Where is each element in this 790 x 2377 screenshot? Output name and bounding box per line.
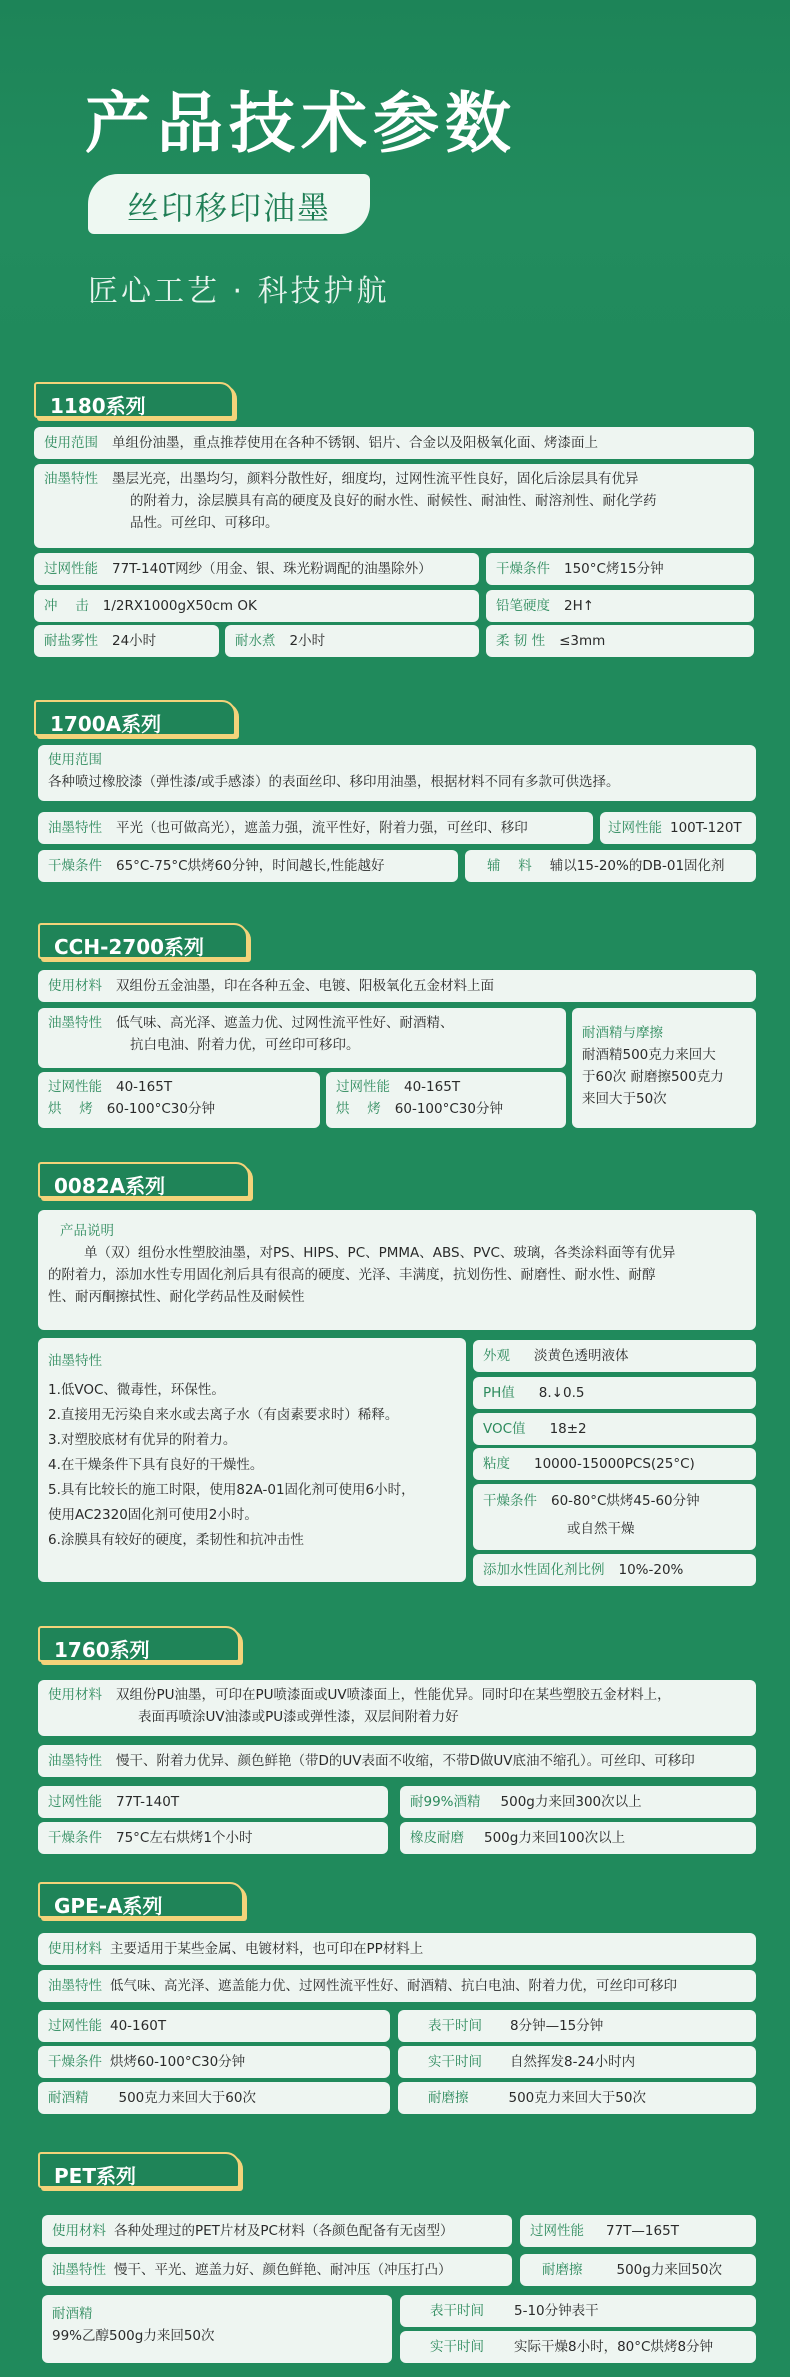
spet-feature (42, 2254, 512, 2286)
label: 耐99%酒精 (410, 1794, 481, 1810)
value: 75°C左右烘烤1个小时 (116, 1830, 253, 1846)
label: 过网性能 (530, 2223, 584, 2239)
value: 2小时 (289, 633, 326, 649)
s0082-desc (38, 1210, 756, 1330)
value: 10%-20% (618, 1562, 684, 1578)
label: VOC值 (483, 1421, 526, 1437)
s2700-mesh-bake-1 (38, 1072, 320, 1128)
s1760-feature (38, 1745, 756, 1777)
list-item: 5.具有比较长的施工时限，使用82A-01固化剂可使用6小时， (48, 1482, 415, 1498)
list-item: 4.在干燥条件下具有良好的干燥性。 (48, 1457, 264, 1473)
series-0082a-tag: 0082A系列 (38, 1162, 250, 1198)
label: 过网性能 (608, 820, 662, 836)
label: 干燥条件 (48, 1830, 102, 1846)
header (0, 0, 790, 360)
label: 油墨特性 (48, 1353, 102, 1369)
value: 表面再喷涂UV油漆或PU漆或弹性漆，双层间附着力好 (138, 1709, 459, 1725)
value: 各种处理过的PET片材及PC材料（各颜色配备有无卤型） (114, 2223, 454, 2239)
value: 65°C-75°C烘烤60分钟，时间越长,性能越好 (116, 858, 385, 874)
label: PH值 (483, 1385, 515, 1401)
value: 1/2RX1000gX50cm OK (102, 598, 257, 614)
s0082-voc (473, 1413, 756, 1445)
s1700-feature (38, 812, 593, 844)
label: 产品说明 (60, 1223, 114, 1239)
value: 8分钟—15分钟 (510, 2018, 604, 2034)
value: 24小时 (112, 633, 157, 649)
label: 耐酒精与摩擦 (582, 1025, 663, 1041)
spet-wear (520, 2254, 756, 2286)
label: 外观 (483, 1348, 510, 1364)
s1760-mesh (38, 1786, 388, 1818)
value: 500g力来回50次 (616, 2262, 723, 2278)
value: 慢干、附着力优异、颜色鲜艳（带D的UV表面不收缩，不带D做UV底油不缩孔）。可丝印、可移印 (116, 1753, 695, 1769)
label: 油墨特性 (44, 471, 98, 487)
label: 实干时间 (430, 2339, 484, 2355)
s1180-dry (486, 553, 754, 585)
value: 墨层光亮，出墨均匀，颜料分散性好，细度均，过网性流平性良好，固化后涂层具有优异 (112, 471, 639, 487)
value: 40-165T (116, 1079, 173, 1095)
label: 表干时间 (430, 2303, 484, 2319)
label: 油墨特性 (52, 2262, 106, 2278)
s1760-dry (38, 1822, 388, 1854)
value: 100T-120T (670, 820, 742, 836)
label: 橡皮耐磨 (410, 1830, 464, 1846)
label: 耐酒精 (48, 2090, 89, 2106)
value: 的附着力，涂层膜具有高的硬度及良好的耐水性、耐候性、耐油性、耐溶剂性、耐化学药 (130, 493, 657, 509)
s0082-visc (473, 1448, 756, 1480)
s1700-dry (38, 850, 458, 882)
s2700-mesh-bake-2 (326, 1072, 566, 1128)
s1180-salt (34, 625, 219, 657)
list-item: 6.涂膜具有较好的硬度，柔韧性和抗冲击性 (48, 1532, 304, 1548)
value: 烘烤60-100°C30分钟 (110, 2054, 246, 2070)
label: 辅 料 (487, 858, 532, 874)
page-title: 产品技术参数 (85, 85, 517, 162)
label: 过网性能 (44, 561, 98, 577)
value: 的附着力，添加水性专用固化剂后具有很高的硬度、光泽、丰满度，抗划伤性、耐磨性、耐水性、耐醇 (48, 1267, 656, 1283)
label: 冲 击 (44, 598, 89, 614)
label: 烘 烤 (48, 1101, 93, 1117)
value: 或自然干燥 (567, 1521, 635, 1537)
value: 品性。可丝印、可移印。 (130, 515, 279, 531)
value: 淡黄色透明液体 (534, 1348, 629, 1364)
series-1700a-tag: 1700A系列 (34, 700, 236, 736)
sgpe-feature (38, 1970, 756, 2002)
s0082-features (38, 1338, 466, 1582)
s1180-punch (34, 590, 479, 622)
value: 单（双）组份水性塑胶油墨，对PS、HIPS、PC、PMMA、ABS、PVC、玻璃，各类涂料面等有优异 (84, 1245, 676, 1261)
label: 烘 烤 (336, 1101, 381, 1117)
value: 77T-140T (116, 1794, 180, 1810)
list-item: 1.低VOC、微毒性，环保性。 (48, 1382, 225, 1398)
s1180-use (34, 427, 754, 459)
subtitle-pill (88, 174, 370, 234)
spet-mesh (520, 2215, 756, 2247)
label: 过网性能 (48, 2018, 102, 2034)
value: 10000-15000PCS(25°C) (534, 1456, 695, 1472)
value: 99%乙醇500g力来回50次 (52, 2328, 215, 2344)
spet-alcohol (42, 2295, 392, 2363)
value: 60-100°C30分钟 (394, 1101, 503, 1117)
label: 过网性能 (336, 1079, 390, 1095)
sgpe-wear (398, 2082, 756, 2114)
value: 抗白电油、附着力优，可丝印可移印。 (130, 1037, 360, 1053)
value: 来回大于50次 (582, 1091, 667, 1107)
value: 77T-140T网纱（用金、银、珠光粉调配的油墨除外） (112, 561, 432, 577)
label: 使用材料 (48, 978, 102, 994)
label: 油墨特性 (48, 820, 102, 836)
label: 油墨特性 (48, 1978, 102, 1994)
value: 低气味、高光泽、遮盖能力优、过网性流平性好、耐酒精、抗白电油、附着力优，可丝印可移印 (110, 1978, 677, 1994)
value: 8.↓0.5 (538, 1385, 585, 1401)
value: 于60次 耐磨擦500克力 (582, 1069, 724, 1085)
sgpe-use (38, 1933, 756, 1965)
s1700-aux (465, 850, 756, 882)
label: 铅笔硬度 (496, 598, 550, 614)
label: 柔 韧 性 (496, 633, 546, 649)
series-pet-tag: PET系列 (38, 2152, 240, 2188)
value: 18±2 (549, 1421, 587, 1437)
value: 60-80°C烘烤45-60分钟 (551, 1493, 700, 1509)
label: 添加水性固化剂比例 (483, 1562, 605, 1578)
label: 使用材料 (48, 1687, 102, 1703)
value: 耐酒精500克力来回大 (582, 1047, 716, 1063)
s1180-boil (225, 625, 479, 657)
series-cch2700-tag: CCH-2700系列 (38, 923, 248, 959)
list-item: 使用AC2320固化剂可使用2小时。 (48, 1507, 258, 1523)
sgpe-dry (38, 2046, 390, 2078)
label: 干燥条件 (48, 858, 102, 874)
label: 耐水煮 (235, 633, 276, 649)
value: 双组份五金油墨，印在各种五金、电镀、阳极氧化五金材料上面 (116, 978, 494, 994)
value: 500g力来回300次以上 (500, 1794, 642, 1810)
sgpe-mesh (38, 2010, 390, 2042)
value: 各种喷过橡胶漆（弹性漆/或手感漆）的表面丝印、移印用油墨，根据材料不同有多款可供选择。 (48, 774, 620, 790)
s0082-add (473, 1554, 756, 1586)
subtitle: 丝印移印油墨 (126, 189, 331, 227)
value: 低气味、高光泽、遮盖力优、过网性流平性好、耐酒精、 (116, 1015, 454, 1031)
s1700-use (38, 745, 756, 801)
series-1180-tag: 1180系列 (34, 382, 234, 418)
value: 60-100°C30分钟 (106, 1101, 215, 1117)
label: 干燥条件 (496, 561, 550, 577)
s1760-alcohol (400, 1786, 756, 1818)
label: 表干时间 (428, 2018, 482, 2034)
series-gpea-tag: GPE-A系列 (38, 1882, 244, 1918)
s2700-resist (572, 1008, 756, 1128)
list-item: 2.直接用无污染自来水或去离子水（有卤素要求时）稀释。 (48, 1407, 399, 1423)
label: 耐酒精 (52, 2306, 93, 2322)
s0082-ph (473, 1377, 756, 1409)
label: 耐盐雾性 (44, 633, 98, 649)
label: 耐磨擦 (542, 2262, 583, 2278)
label: 耐磨擦 (428, 2090, 469, 2106)
value: 单组份油墨，重点推荐使用在各种不锈钢、铝片、合金以及阳极氧化面、烤漆面上 (112, 435, 598, 451)
s1700-mesh (600, 812, 756, 844)
label: 干燥条件 (48, 2054, 102, 2070)
label: 使用范围 (48, 752, 102, 768)
spet-surface-dry (400, 2295, 756, 2327)
value: 500克力来回大于50次 (508, 2090, 646, 2106)
s1180-flex (486, 625, 754, 657)
value: 150°C烤15分钟 (564, 561, 664, 577)
series-1760-tag: 1760系列 (38, 1626, 240, 1662)
label: 过网性能 (48, 1079, 102, 1095)
list-item: 3.对塑胶底材有优异的附着力。 (48, 1432, 237, 1448)
s2700-use (38, 970, 756, 1002)
s1760-rub (400, 1822, 756, 1854)
value: 性、耐丙酮擦拭性、耐化学药品性及耐候性 (48, 1289, 305, 1305)
value: 慢干、平光、遮盖力好、颜色鲜艳、耐冲压（冲压打凸） (114, 2262, 452, 2278)
value: 40-165T (404, 1079, 461, 1095)
label: 油墨特性 (48, 1753, 102, 1769)
value: 主要适用于某些金属、电镀材料，也可印在PP材料上 (110, 1941, 424, 1957)
label: 粘度 (483, 1456, 510, 1472)
value: 双组份PU油墨，可印在PU喷漆面或UV喷漆面上，性能优异。同时印在某些塑胶五金材料上， (116, 1687, 671, 1703)
value: 平光（也可做高光），遮盖力强，流平性好，附着力强，可丝印、移印 (116, 820, 528, 836)
value: 77T—165T (606, 2223, 679, 2239)
label: 过网性能 (48, 1794, 102, 1810)
value: 500克力来回大于60次 (118, 2090, 256, 2106)
spet-hard-dry (400, 2331, 756, 2363)
sgpe-alcohol (38, 2082, 390, 2114)
label: 干燥条件 (483, 1493, 537, 1509)
s1760-use (38, 1680, 756, 1736)
value: 40-160T (110, 2018, 167, 2034)
s1180-feature (34, 464, 754, 548)
value: 自然挥发8-24小时内 (510, 2054, 636, 2070)
label: 使用材料 (48, 1941, 102, 1957)
value: 实际干燥8小时，80°C烘烤8分钟 (514, 2339, 714, 2355)
label: 油墨特性 (48, 1015, 102, 1031)
label: 使用材料 (52, 2223, 106, 2239)
value: 2H↑ (564, 598, 595, 614)
value: 500g力来回100次以上 (484, 1830, 626, 1846)
s0082-dry (473, 1484, 756, 1550)
label: 使用范围 (44, 435, 98, 451)
label: 实干时间 (428, 2054, 482, 2070)
s0082-look (473, 1340, 756, 1372)
value: ≤3mm (559, 633, 606, 649)
s2700-feature (38, 1008, 566, 1068)
slogan: 匠心工艺 · 科技护航 (88, 274, 390, 309)
sgpe-surface-dry (398, 2010, 756, 2042)
s1180-mesh (34, 553, 479, 585)
value: 5-10分钟表干 (514, 2303, 599, 2319)
s1180-pencil (486, 590, 754, 622)
value: 辅以15-20%的DB-01固化剂 (549, 858, 725, 874)
sgpe-hard-dry (398, 2046, 756, 2078)
spet-use (42, 2215, 512, 2247)
